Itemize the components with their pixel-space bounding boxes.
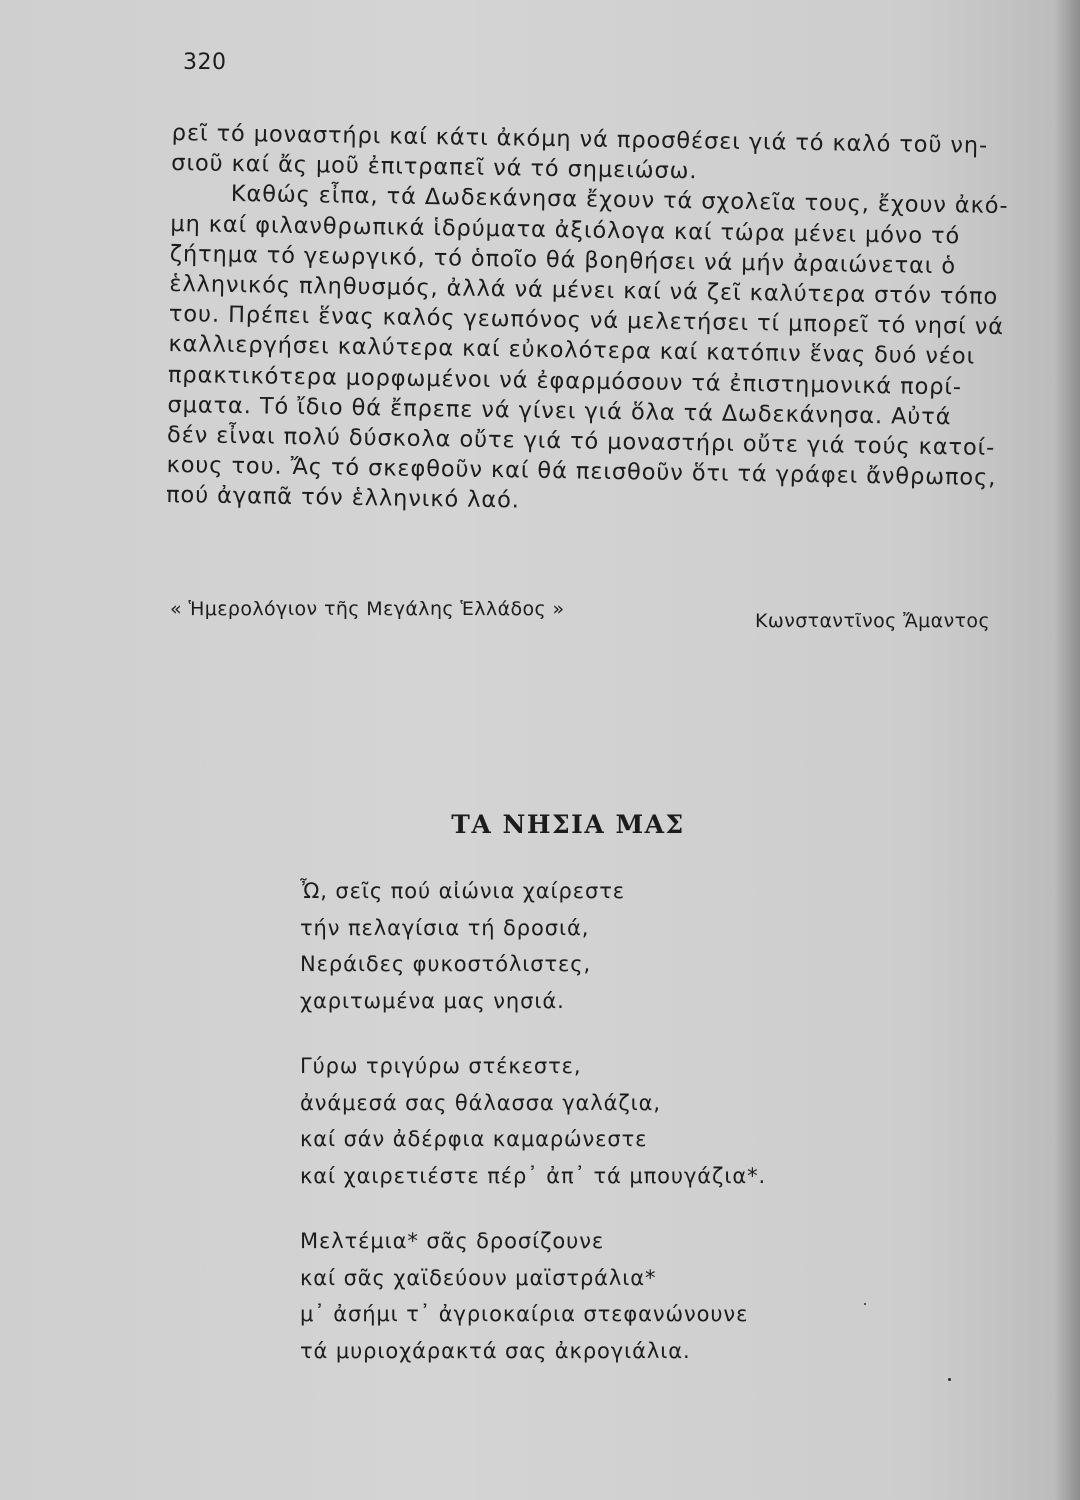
poem-stanza	[300, 873, 920, 1019]
prose-line: καλλιεργήσει καλύτερα καί εὐκολότερα καί κατόπιν ἕνας δυό νέοι	[168, 331, 976, 371]
page-number: 320	[183, 50, 227, 75]
poem-title: ΤΑ ΝΗΣΙΑ ΜΑΣ	[451, 810, 685, 839]
poem-line: τήν πελαγίσια τή δροσιά,	[300, 915, 590, 940]
author-name: Κωνσταντῖνος Ἄμαντος	[755, 610, 990, 632]
prose-line: πού ἀγαπᾶ τόν ἑλληνικό λαό.	[165, 482, 521, 514]
poem-line: μ᾽ ἀσήμι τ᾽ ἀγριοκαίρια στεφανώνουνε	[300, 1302, 749, 1326]
prose-line: πρακτικότερα μορφωμένοι νά ἐφαρμόσουν τά ἐπιστημονικά πορί-	[167, 361, 963, 401]
poem-line: καί σᾶς χαϊδεύουν μαϊστράλια*	[300, 1265, 657, 1290]
poem-line: Γύρω τριγύρω στέκεστε,	[300, 1054, 582, 1078]
prose-text	[165, 118, 1009, 524]
poem-line: ἀνάμεσά σας θάλασσα γαλάζια,	[300, 1090, 661, 1115]
prose-line: σματα. Τό ἴδιο θά ἔπρεπε νά γίνει γιά ὅλα τά Δωδεκάνησα. Αὐτά	[167, 391, 952, 431]
prose-line: μη καί φιλανθρωπικά ἱδρύματα ἀξιόλογα καί τώρα μένει μόνο τό	[170, 210, 961, 250]
poem-line: καί σάν ἀδέρφια καμαρώνεστε	[300, 1127, 648, 1151]
prose-line: ρεῖ τό μοναστήρι καί κάτι ἀκόμη νά προσθέσει γιά τό καλό τοῦ νη-	[171, 119, 989, 159]
poem-line: Μελτέμια* σᾶς δροσίζουνε	[300, 1229, 605, 1253]
poem-line: Νεράιδες φυκοστόλιστες,	[300, 952, 592, 976]
prose-line: Καθώς εἶπα, τά Δωδεκάνησα ἔχουν τά σχολεῖα τους, ἔχουν ἀκό-	[230, 181, 1009, 220]
poem-line: χαριτωμένα μας νησιά.	[300, 988, 565, 1013]
source-title: « Ἡμερολόγιον τῆς Μεγάλης Ἑλλάδος »	[170, 598, 565, 620]
prose-line: ζήτημα τό γεωργικό, τό ὁποῖο θά βοηθήσει νά μήν ἀραιώνεται ὁ	[169, 240, 957, 280]
prose-line: ἑλληνικός πληθυσμός, ἀλλά νά μένει καί νά ζεῖ καλύτερα στόν τόπο	[169, 270, 999, 311]
page-edge-shadow	[1054, 0, 1080, 1500]
poem-body	[300, 873, 920, 1398]
prose-line: του. Πρέπει ἕνας καλός γεωπόνος νά μελετήσει τί μπορεῖ τό νησί νά	[168, 301, 1005, 341]
poem-line: Ὦ, σεῖς πού αἰώνια χαίρεστε	[300, 879, 626, 903]
prose-line: κους του. Ἄς τό σκεφθοῦν καί θά πεισθοῦν ὅτι τά γράφει ἄνθρωπος,	[166, 452, 997, 492]
print-speck	[948, 1378, 951, 1381]
prose-line: δέν εἶναι πολύ δύσκολα οὔτε γιά τό μοναστήρι οὔτε γιά τούς κατοί-	[166, 421, 996, 462]
prose-line: σιοῦ καί ἄς μοῦ ἐπιτραπεῖ νά τό σημειώσω.	[171, 150, 698, 185]
poem-line: καί χαιρετιέστε πέρ᾽ ἀπ᾽ τά μπουγάζια*.	[300, 1163, 767, 1188]
poem-stanza	[300, 1048, 920, 1194]
poem-stanza	[300, 1223, 920, 1369]
poem-line: τά μυριοχάρακτά σας ἀκρογιάλια.	[300, 1338, 691, 1363]
print-speck	[864, 1303, 866, 1305]
